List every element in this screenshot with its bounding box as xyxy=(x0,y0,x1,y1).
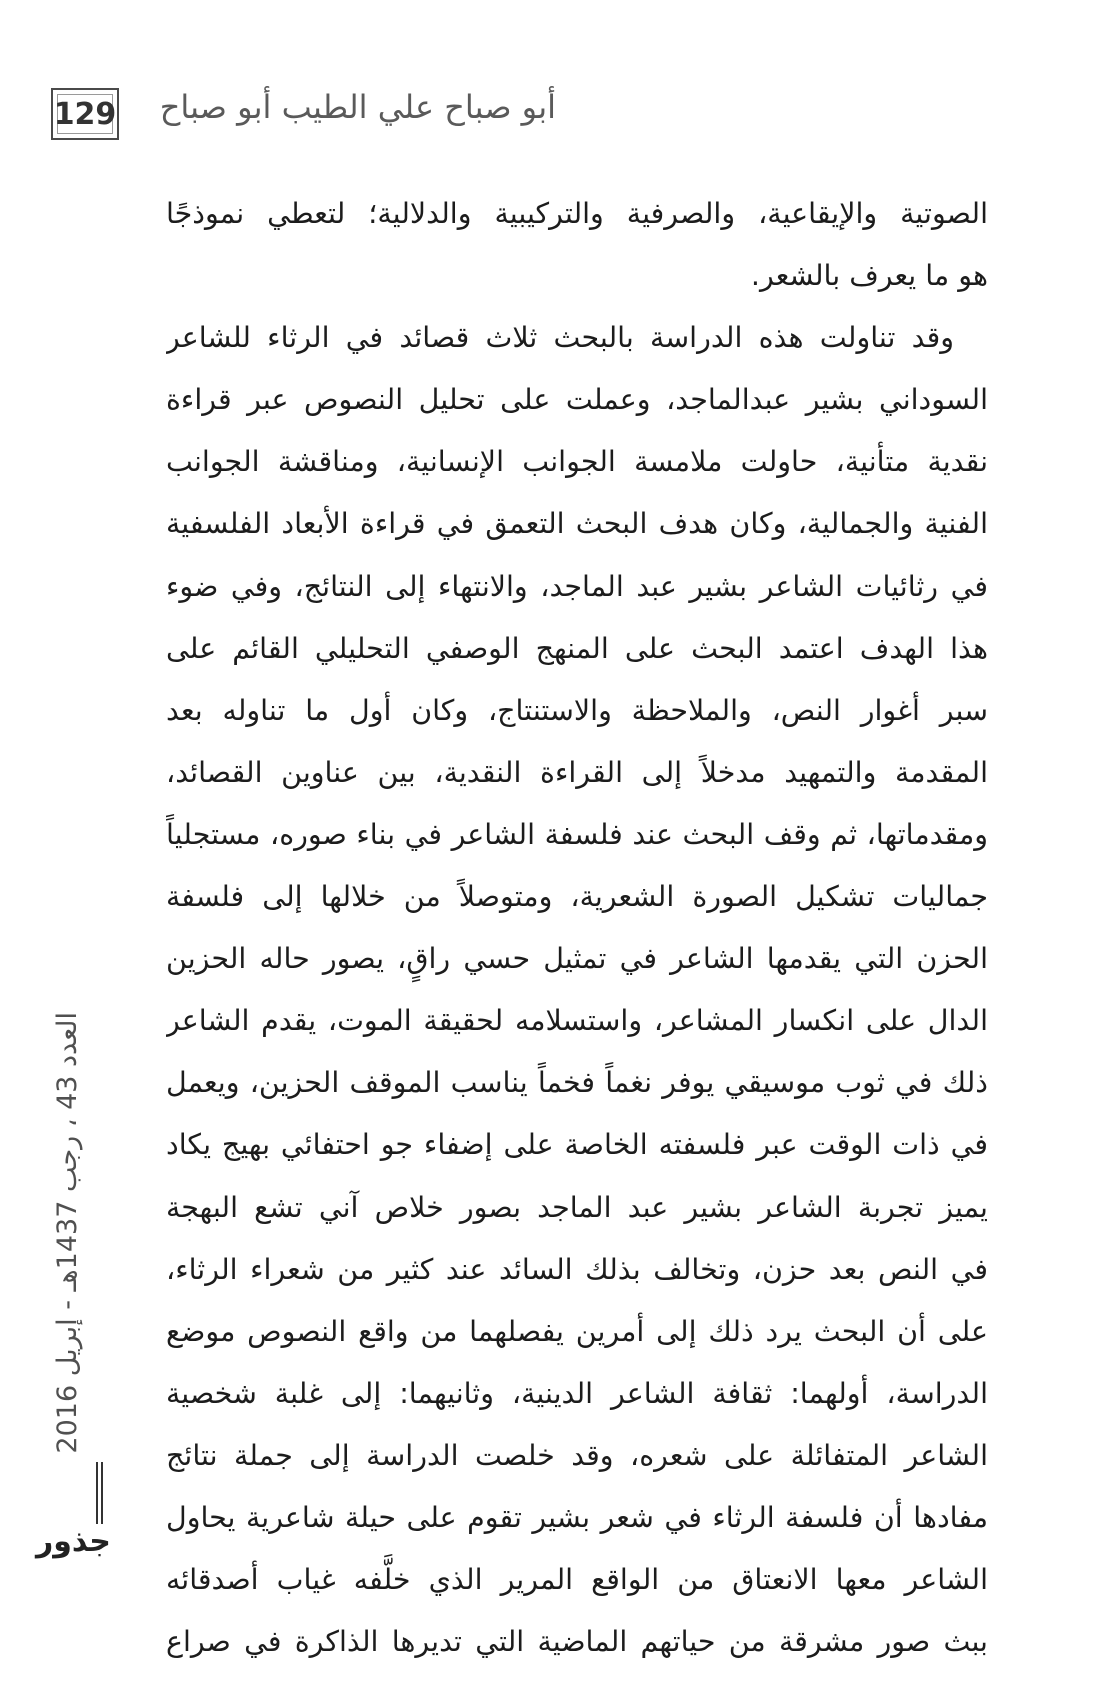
text-line: في رثائيات الشاعر بشير عبد الماجد، والانتهاء إلى النتائج، وفي ضوء xyxy=(166,569,988,603)
text-line: ذلك في ثوب موسيقي يوفر نغماً فخماً يناسب الموقف الحزين، ويعمل xyxy=(166,1066,988,1100)
text-line: السوداني بشير عبدالماجد، وعملت على تحليل النصوص عبر قراءة xyxy=(166,383,988,417)
text-line: ومقدماتها، ثم وقف البحث عند فلسفة الشاعر في بناء صوره، مستجلياً xyxy=(166,817,988,851)
text-line: هو ما يعرف بالشعر. xyxy=(750,259,988,293)
text-line: الدال على انكسار المشاعر، واستسلامه لحقيقة الموت، يقدم الشاعر xyxy=(166,1004,988,1038)
text-line: الحزن التي يقدمها الشاعر في تمثيل حسي راقٍ، يصور حاله الحزين xyxy=(166,942,988,976)
issue-info-vertical: العدد 43 ، رجب 1437هـ - إبريل 2016 xyxy=(52,1012,83,1454)
text-line: في ذات الوقت عبر فلسفته الخاصة على إضفاء جو احتفائي بهيج يكاد xyxy=(166,1128,988,1162)
text-line: في النص بعد حزن، وتخالف بذلك السائد عند كثير من شعراء الرثاء، xyxy=(166,1252,988,1286)
text-line: الصوتية والإيقاعية، والصرفية والتركيبية والدلالية؛ لتعطي نموذجًا xyxy=(166,197,988,230)
text-line: الدراسة، أولهما: ثقافة الشاعر الدينية، وثانيهما: إلى غلبة شخصية xyxy=(166,1376,988,1410)
text-line: المقدمة والتمهيد مدخلاً إلى القراءة النقدية، بين عناوين القصائد، xyxy=(166,755,988,789)
text-line: الشاعر المتفائلة على شعره، وقد خلصت الدراسة إلى جملة نتائج xyxy=(166,1438,988,1472)
text-line: الفنية والجمالية، وكان هدف البحث التعمق في قراءة الأبعاد الفلسفية xyxy=(166,507,988,541)
text-line: يميز تجربة الشاعر بشير عبد الماجد بصور خلاص آني تشع البهجة xyxy=(166,1190,988,1224)
text-line: الشاعر معها الانعتاق من الواقع المرير الذي خلَّفه غياب أصدقائه xyxy=(166,1563,988,1597)
text-line: سبر أغوار النص، والملاحظة والاستنتاج، وكان أول ما تناوله بعد xyxy=(166,693,988,727)
running-header-author: أبو صباح علي الطيب أبو صباح xyxy=(159,88,556,126)
page-number: 129 xyxy=(51,88,119,140)
journal-logo: جذور xyxy=(36,1524,111,1559)
text-line: هذا الهدف اعتمد البحث على المنهج الوصفي التحليلي القائم على xyxy=(166,631,988,665)
text-line: جماليات تشكيل الصورة الشعرية، ومتوصلاً من خلالها إلى فلسفة xyxy=(166,880,988,914)
body-text xyxy=(166,183,988,1673)
text-line: مفادها أن فلسفة الرثاء في شعر بشير تقوم على حيلة شاعرية يحاول xyxy=(166,1500,988,1534)
text-line: وقد تناولت هذه الدراسة بالبحث ثلاث قصائد في الرثاء للشاعر xyxy=(166,321,954,355)
side-divider xyxy=(96,1462,98,1524)
text-line: ببث صور مشرقة من حياتهم الماضية التي تديرها الذاكرة في صراع xyxy=(166,1625,988,1659)
text-line: على أن البحث يرد ذلك إلى أمرين يفصلهما من واقع النصوص موضع xyxy=(166,1314,988,1348)
side-divider xyxy=(101,1462,103,1524)
text-line: نقدية متأنية، حاولت ملامسة الجوانب الإنسانية، ومناقشة الجوانب xyxy=(166,445,988,479)
